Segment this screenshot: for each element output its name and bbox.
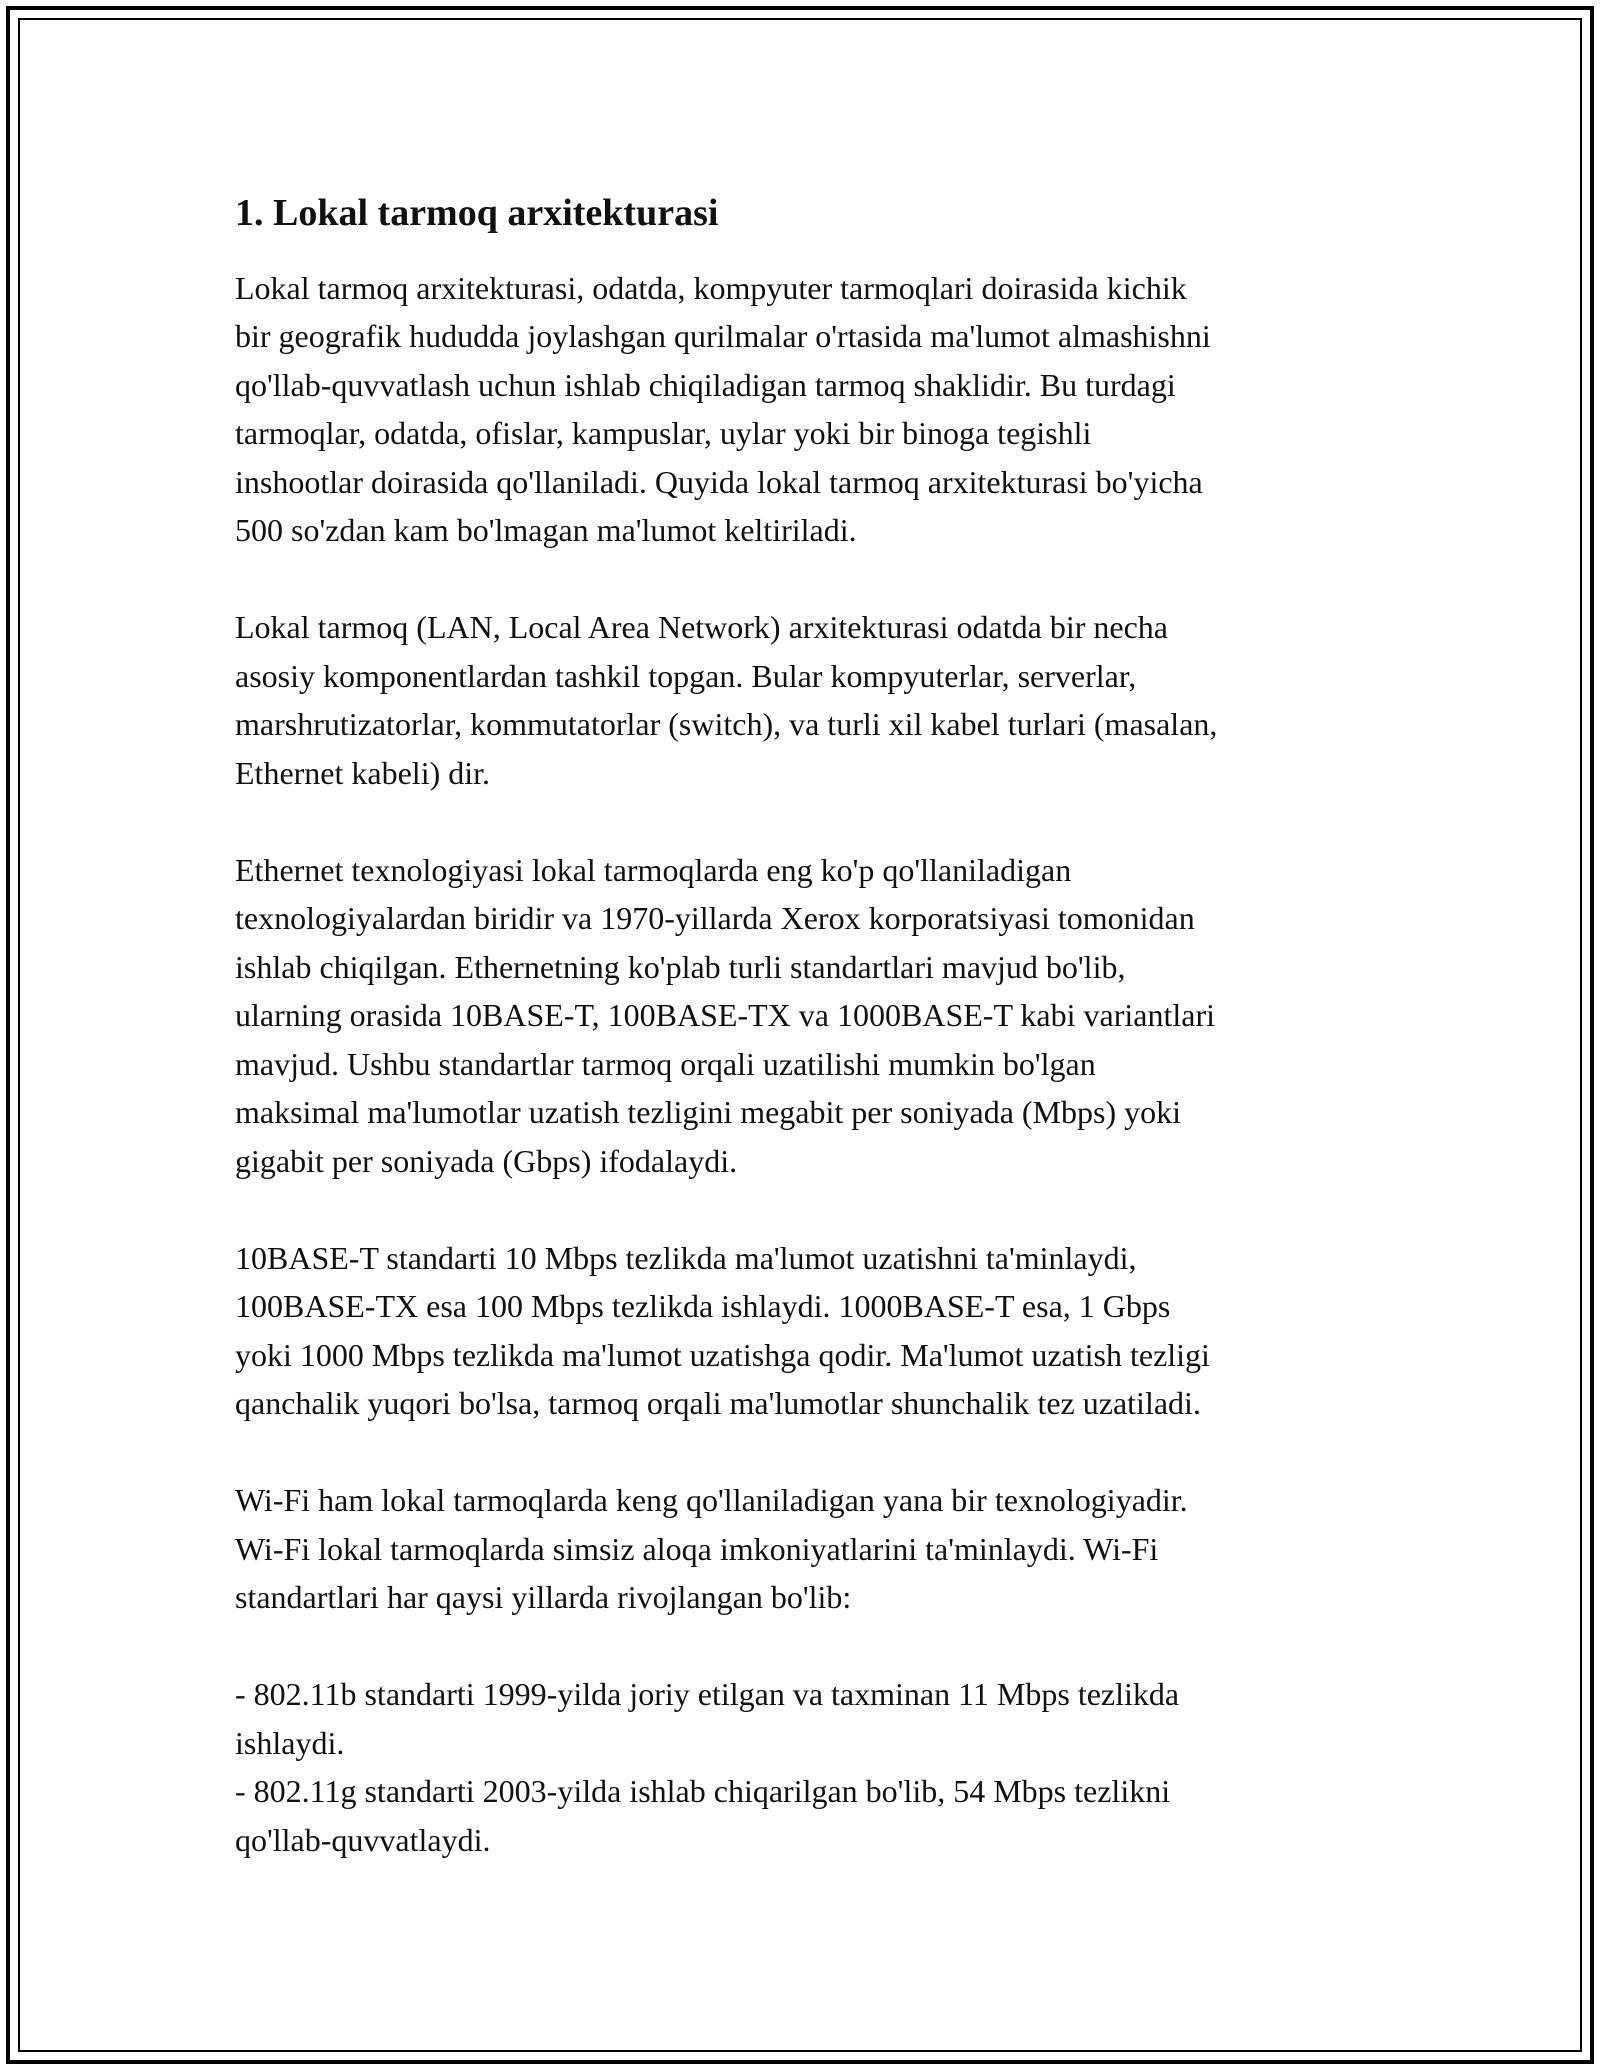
document-body bbox=[235, 190, 1375, 1864]
paragraph-lan-components: Lokal tarmoq (LAN, Local Area Network) arxitekturasi odatda bir necha asosiy komponentlardan tashkil topgan. Bular kompyuterlar, serverlar, marshrutizatorlar, kommutatorlar (switch), va turli xil kabel turlari (masalan, Ethernet kabeli) dir. bbox=[235, 609, 1218, 791]
paragraph-wifi: Wi-Fi ham lokal tarmoqlarda keng qo'llaniladigan yana bir texnologiyadir. Wi-Fi lokal tarmoqlarda simsiz aloqa imkoniyatlarini ta'minlaydi. Wi-Fi standartlari har qaysi yillarda rivojlangan bo'lib: bbox=[235, 1482, 1188, 1615]
paragraph-intro: Lokal tarmoq arxitekturasi, odatda, kompyuter tarmoqlari doirasida kichik bir geografik hududda joylashgan qurilmalar o'rtasida ma'lumot almashishni qo'llab-quvvatlash uchun ishlab chiqiladigan tarmoq shaklidir. Bu turdagi tarmoqlar, odatda, ofislar, kampuslar, uylar yoki bir binoga tegishli inshootlar doirasida qo'llaniladi. Quyida lokal tarmoq arxitekturasi bo'yicha 500 so'zdan kam bo'lmagan ma'lumot keltiriladi. bbox=[235, 269, 1211, 548]
list-item: - 802.11g standarti 2003-yilda ishlab chiqarilgan bo'lib, 54 Mbps tezlikni qo'llab-quvvatlaydi. bbox=[235, 1773, 1171, 1858]
paragraph-ethernet: Ethernet texnologiyasi lokal tarmoqlarda eng ko'p qo'llaniladigan texnologiyalardan biridir va 1970-yillarda Xerox korporatsiyasi tomonidan ishlab chiqilgan. Ethernetning ko'plab turli standartlari mavjud bo'lib, ularning orasida 10BASE-T, 100BASE-TX va 1000BASE-T kabi variantlari mavjud. Ushbu standartlar tarmoq orqali uzatilishi mumkin bo'lgan maksimal ma'lumotlar uzatish tezligini megabit per soniyada (Mbps) yoki gigabit per soniyada (Gbps) ifodalaydi. bbox=[235, 851, 1215, 1179]
paragraph-speeds: 10BASE-T standarti 10 Mbps tezlikda ma'lumot uzatishni ta'minlaydi, 100BASE-TX esa 100 Mbps tezlikda ishlaydi. 1000BASE-T esa, 1 Gbps yoki 1000 Mbps tezlikda ma'lumot uzatishga qodir. Ma'lumot uzatish tezligi qanchalik yuqori bo'lsa, tarmoq orqali ma'lumotlar shunchalik tez uzatiladi. bbox=[235, 1239, 1210, 1421]
list-item: - 802.11b standarti 1999-yilda joriy etilgan va taxminan 11 Mbps tezlikda ishlaydi. bbox=[235, 1676, 1180, 1761]
document-title: 1. Lokal tarmoq arxitekturasi bbox=[235, 192, 719, 234]
